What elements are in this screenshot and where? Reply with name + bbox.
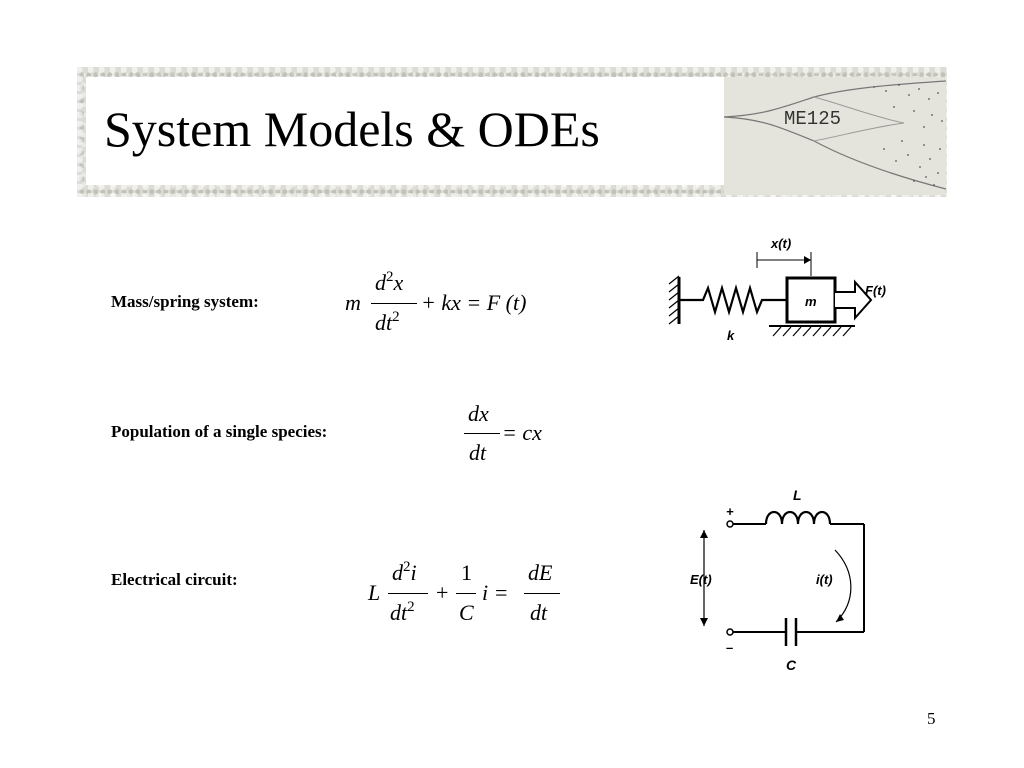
plus-terminal: +	[726, 504, 734, 519]
first-derivative-fraction	[464, 400, 500, 470]
numerator-dE: dE	[528, 560, 553, 585]
numerator-sup: 2	[386, 269, 394, 285]
coeff-m: m	[345, 290, 361, 315]
rlc-circuit-diagram	[680, 480, 880, 680]
numerator-d: d	[375, 270, 386, 295]
denominator-dt: dt	[375, 310, 393, 335]
fraction-bar	[371, 303, 417, 304]
mass-spring-equation	[345, 268, 565, 338]
second-derivative-fraction	[388, 558, 428, 630]
equation-mid: i =	[482, 580, 509, 605]
fraction-bar	[388, 593, 428, 594]
fraction-bar	[464, 433, 500, 434]
coeff-L: L	[368, 580, 381, 605]
voltage-derivative-fraction	[524, 558, 560, 630]
spring-label: k	[727, 328, 735, 343]
numerator-d: d	[392, 560, 403, 585]
fraction-bar	[524, 593, 560, 594]
denominator-C: C	[459, 600, 474, 625]
denominator-sup: 2	[392, 309, 400, 325]
equation-rest: = cx	[502, 420, 542, 445]
population-equation	[464, 400, 584, 470]
denominator-dt: dt	[390, 600, 408, 625]
page-number: 5	[927, 709, 936, 728]
second-derivative-fraction	[371, 268, 417, 338]
capacitor-label: C	[786, 657, 797, 673]
source-label: E(t)	[690, 572, 712, 587]
mass-label: m	[805, 294, 817, 309]
circuit-label: Electrical circuit:	[111, 570, 238, 589]
displacement-label: x(t)	[771, 236, 792, 251]
force-label: F(t)	[865, 283, 886, 298]
numerator-var: i	[410, 560, 417, 585]
inverse-capacitance-fraction	[456, 558, 476, 630]
numerator-var: x	[393, 270, 404, 295]
equation-rest: + kx = F (t)	[421, 290, 527, 315]
numerator-sup: 2	[403, 559, 411, 575]
denominator-sup: 2	[407, 599, 415, 615]
bifurcation-diagram-logo	[724, 77, 946, 195]
numerator-one: 1	[461, 560, 472, 585]
circuit-equation	[368, 558, 568, 630]
slide-title: System Models & ODEs	[104, 101, 600, 157]
numerator-dx: dx	[468, 401, 489, 426]
current-label: i(t)	[816, 572, 833, 587]
inductor-label: L	[793, 487, 802, 503]
population-label: Population of a single species:	[111, 422, 328, 441]
plus-sign: +	[436, 580, 449, 605]
minus-terminal: –	[726, 640, 734, 655]
mass-spring-diagram	[665, 232, 900, 350]
course-tag: ME125	[784, 108, 842, 130]
mass-spring-label: Mass/spring system:	[111, 292, 259, 311]
denominator-dt: dt	[469, 440, 487, 465]
denominator-dt: dt	[530, 600, 548, 625]
fraction-bar	[456, 593, 476, 594]
